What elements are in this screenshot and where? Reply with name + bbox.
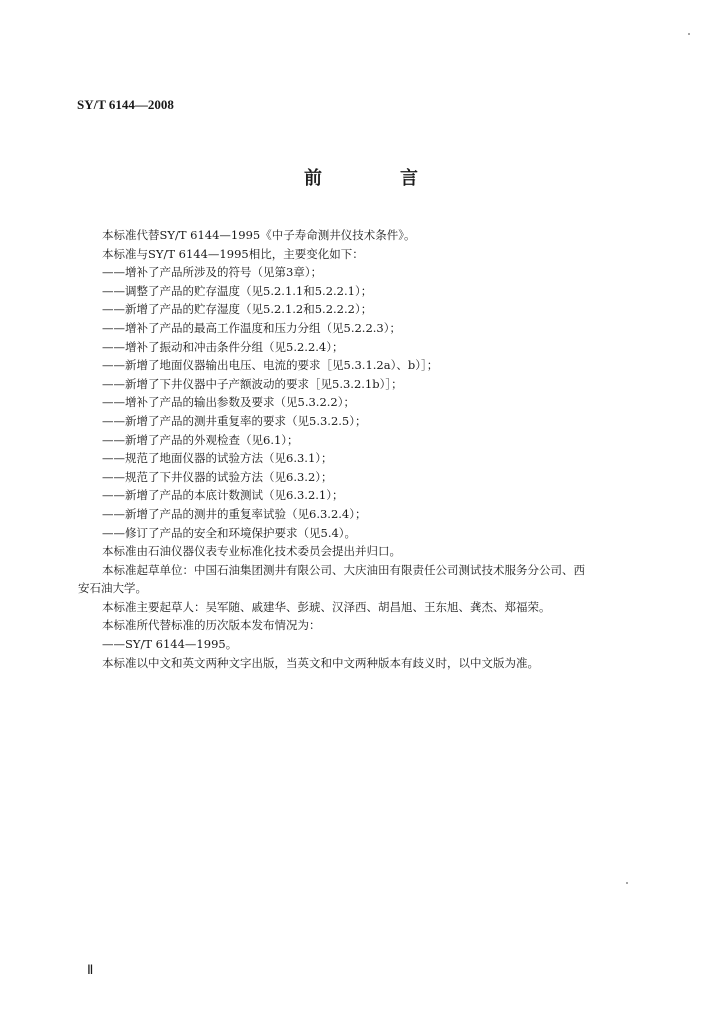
change-item: ——新增了地面仪器输出电压、电流的要求［见5.3.1.2a）、b）］； (102, 358, 439, 373)
change-item: ——新增了产品的外观检查（见6.1）； (102, 432, 299, 447)
paragraph-language: 本标准以中文和英文两种文字出版，当英文和中文两种版本有歧义时，以中文版为准。 (102, 655, 539, 670)
paragraph-drafters: 本标准主要起草人：吴军随、戚建华、彭琥、汉泽西、胡昌旭、王东旭、龚杰、郑福荣。 (102, 599, 551, 614)
change-item: ——新增了下井仪器中子产额波动的要求［见5.3.2.1b）］； (102, 376, 403, 391)
change-item: ——修订了产品的安全和环境保护要求（见5.4）。 (102, 525, 357, 540)
paragraph-changes-intro: 本标准与SY/T 6144—1995相比，主要变化如下： (102, 246, 364, 261)
change-item: ——增补了振动和冲击条件分组（见5.2.2.4）； (102, 339, 344, 354)
change-item: ——调整了产品的贮存温度（见5.2.1.1和5.2.2.1）； (102, 283, 373, 298)
change-item: ——新增了产品的本底计数测试（见6.3.2.1）； (102, 488, 344, 503)
paragraph-replaces: 本标准代替SY/T 6144—1995《中子寿命测井仪技术条件》。 (102, 228, 416, 242)
standard-code: SY/T 6144—2008 (77, 97, 174, 112)
scan-speck (626, 882, 628, 884)
change-item: ——增补了产品所涉及的符号（见第3章）； (102, 265, 323, 280)
change-item: ——增补了产品的输出参数及要求（见5.3.2.2）； (102, 395, 355, 410)
change-item: ——规范了下井仪器的试验方法（见6.3.2）； (102, 469, 333, 484)
change-item: ——新增了产品的贮存湿度（见5.2.1.2和5.2.2.2）； (102, 302, 373, 317)
change-item: ——规范了地面仪器的试验方法（见6.3.1）； (102, 451, 333, 466)
change-item: ——增补了产品的最高工作温度和压力分组（见5.2.2.3）； (102, 320, 401, 335)
paragraph-proposer: 本标准由石油仪器仪表专业标准化技术委员会提出并归口。 (102, 544, 401, 559)
page-title: 前 言 (304, 168, 448, 189)
change-item: ——新增了产品的测井的重复率试验（见6.3.2.4）； (102, 506, 367, 521)
history-item: ——SY/T 6144—1995。 (102, 637, 238, 652)
scan-speck (688, 33, 690, 35)
paragraph-drafting-units: 本标准起草单位：中国石油集团测井有限公司、大庆油田有限责任公司测试技术服务分公司、西 (102, 562, 585, 577)
paragraph-drafting-units-cont: 安石油大学。 (78, 581, 147, 596)
page-number: Ⅱ (87, 962, 94, 977)
paragraph-history: 本标准所代替标准的历次版本发布情况为： (102, 618, 321, 633)
change-item: ——新增了产品的测井重复率的要求（见5.3.2.5）； (102, 413, 367, 428)
foreword-body (78, 226, 638, 672)
